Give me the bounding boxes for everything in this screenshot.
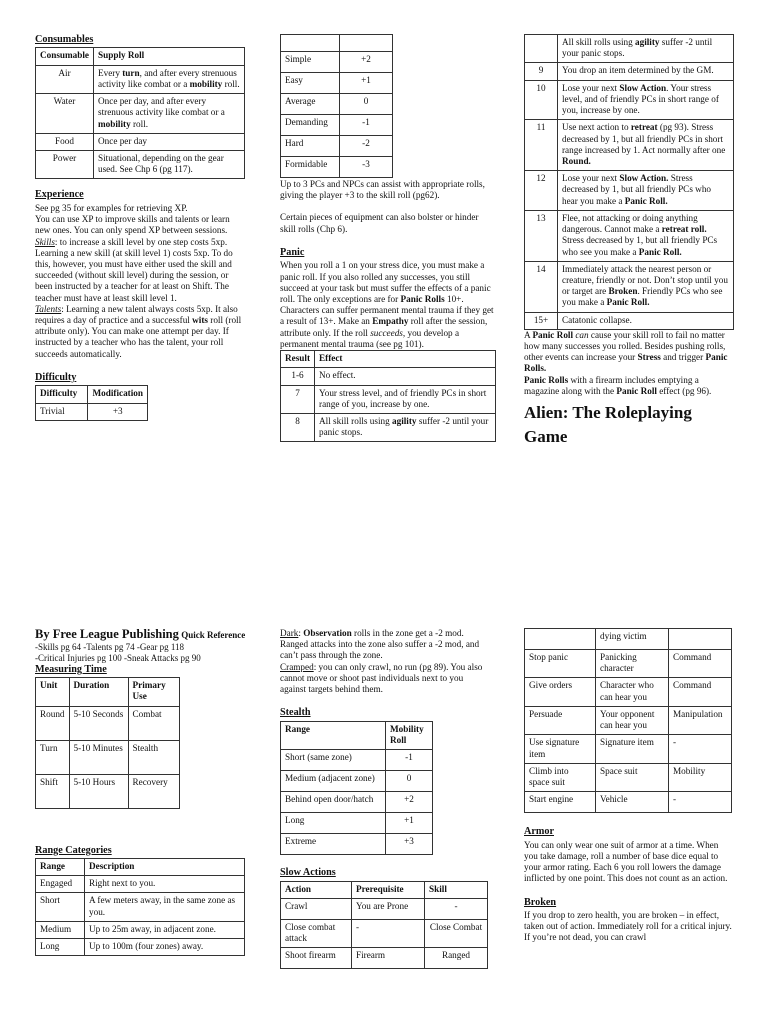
slow-action: Persuade: [525, 706, 596, 734]
slow-skill: Close Combat: [425, 919, 488, 947]
difficulty-name: Formidable: [281, 157, 340, 178]
time-col-use: Primary Use: [128, 678, 179, 706]
panic-effect-continued: All skill rolls using agility suffer -2 until your panic stops.: [558, 35, 734, 63]
stealth-range: Medium (adjacent zone): [281, 771, 386, 792]
difficulty-mod: -1: [340, 115, 393, 136]
panic-effect: All skill rolls using agility suffer -2 until your panic stops.: [315, 413, 496, 441]
table-row: [525, 312, 734, 329]
panic-table-part1: [280, 350, 496, 442]
slow-action: Shoot firearm: [281, 948, 352, 969]
slow-skill: -: [425, 898, 488, 919]
panic-col-result: Result: [281, 351, 315, 368]
blank-cell: [525, 35, 558, 63]
panic-effect: Lose your next Slow Action. Your stress level, and of friendly PCs in short range of you, increase by one.: [558, 80, 734, 120]
armor-text: You can only wear one suit of armor at a time. When you take damage, roll a number of base dice equal to your armor rating. Each 6 you roll lowers the damage inflicted by one point. This does not count as an action.: [524, 839, 728, 884]
consumable-name: Power: [36, 150, 94, 178]
difficulty-name: Easy: [281, 73, 340, 94]
consumable-roll: Every turn, and after every strenuous activity like combat or a mobility roll.: [94, 65, 245, 93]
table-row: [525, 629, 732, 650]
stealth-range: Extreme: [281, 834, 386, 855]
panic-effect: Catatonic collapse.: [558, 312, 734, 329]
time-duration: 5-10 Hours: [69, 774, 128, 808]
slow-action: Crawl: [281, 898, 352, 919]
broken-heading: Broken: [524, 896, 557, 908]
time-unit: Turn: [36, 740, 70, 774]
slow-prereq: Panicking character: [596, 650, 669, 678]
slow-actions-table-part1: [280, 881, 488, 970]
panic-result: 9: [525, 63, 558, 80]
table-row: [281, 919, 488, 947]
consumables-col-roll: Supply Roll: [94, 48, 245, 65]
stealth-range: Behind open door/hatch: [281, 792, 386, 813]
slow-action: Use signature item: [525, 735, 596, 763]
time-use: Recovery: [128, 774, 179, 808]
panic-result: 7: [281, 385, 315, 413]
consumable-name: Food: [36, 133, 94, 150]
difficulty-table-part2: [280, 34, 393, 178]
table-row: [525, 650, 732, 678]
table-row: [525, 678, 732, 706]
table-row: [525, 80, 734, 120]
difficulty-col-name: Difficulty: [36, 386, 88, 403]
time-unit: Shift: [36, 774, 70, 808]
range-categories-heading: Range Categories: [35, 844, 112, 856]
page-ref-line-1: -Skills pg 64 -Talents pg 74 -Gear pg 118: [35, 641, 185, 652]
stealth-heading: Stealth: [280, 707, 311, 719]
table-row: [281, 94, 393, 115]
table-row: [281, 73, 393, 94]
panic-result: 15+: [525, 312, 558, 329]
stealth-range: Long: [281, 813, 386, 834]
time-col-duration: Duration: [69, 678, 128, 706]
stealth-col-range: Range: [281, 721, 386, 749]
slow-skill: Manipulation: [669, 706, 732, 734]
range-description: Right next to you.: [85, 876, 245, 893]
range-col-range: Range: [36, 859, 85, 876]
range-description: Up to 100m (four zones) away.: [85, 939, 245, 956]
stealth-mod: +2: [386, 792, 433, 813]
table-row: [281, 413, 496, 441]
difficulty-name: Simple: [281, 52, 340, 73]
panic-table-part2: [524, 34, 734, 330]
panic-result: 13: [525, 210, 558, 261]
column-bottom-right: [524, 628, 734, 944]
time-col-unit: Unit: [36, 678, 70, 706]
table-row: [36, 740, 180, 774]
panic-heading: Panic: [280, 246, 305, 258]
consumable-roll: Once per day, and after every strenuous activity like combat or a mobility roll.: [94, 94, 245, 134]
range-description: A few meters away, in the same zone as you.: [85, 893, 245, 921]
slow-skill: [669, 629, 732, 650]
panic-effect: Use next action to retreat (pg 93). Stress decreased by 1, but all friendly PCs in short range increased by 1. Act normally after one Round.: [558, 120, 734, 171]
zone-conditions-text: Dark: Observation rolls in the zone get a -2 mod. Ranged attacks into the zone also suffer a -2 mod, and can’t pass through the zone. Cramped: you can only crawl, no run (pg 89). You also cannot move or shoot past individuals next to you against targets behind them.: [280, 628, 483, 695]
slow-prereq: Signature item: [596, 735, 669, 763]
range-name: Short: [36, 893, 85, 921]
difficulty-name: Average: [281, 94, 340, 115]
table-row: [36, 706, 180, 740]
measuring-time-table: [35, 677, 180, 808]
time-use: Stealth: [128, 740, 179, 774]
difficulty-col-mod: Modification: [88, 386, 148, 403]
table-row: [36, 94, 245, 134]
difficulty-mod: +2: [340, 52, 393, 73]
slow-col-action: Action: [281, 881, 352, 898]
panic-col-effect: Effect: [315, 351, 496, 368]
difficulty-mod: +1: [340, 73, 393, 94]
table-row: [281, 813, 433, 834]
slow-action: Start engine: [525, 792, 596, 813]
column-top-middle: [280, 34, 496, 442]
table-row: [281, 750, 433, 771]
range-col-description: Description: [85, 859, 245, 876]
table-row: [281, 792, 433, 813]
slow-prereq: -: [352, 919, 425, 947]
table-row: [36, 150, 245, 178]
table-row: [281, 948, 488, 969]
consumable-roll: Situational, depending on the gear used. See Chp 6 (pg 117).: [94, 150, 245, 178]
table-row: [36, 774, 180, 808]
table-row: [281, 136, 393, 157]
slow-action: Close combat attack: [281, 919, 352, 947]
panic-text: When you roll a 1 on your stress dice, you must make a panic roll. If you also rolled any successes, you still succeed at your task but must suffer the effects of a panic roll. The only exceptions are for Panic Rolls 10+. Characters can suffer permanent mental trauma if they get a result of 13+. Make an Empathy roll after the session, attribute only. If the roll succeeds, you develop a permanent mental trauma (see pg 101).: [280, 260, 494, 349]
difficulty-cell: Trivial: [36, 403, 88, 420]
column-top-right: [524, 34, 734, 449]
consumables-heading: Consumables: [35, 34, 94, 45]
stealth-mod: +3: [386, 834, 433, 855]
difficulty-mod: -2: [340, 136, 393, 157]
difficulty-mod: -3: [340, 157, 393, 178]
range-name: Medium: [36, 921, 85, 938]
slow-skill: -: [669, 792, 732, 813]
experience-text: See pg 35 for examples for retrieving XP. You can use XP to improve skills and talents or learn new ones. You can only spend XP between sessions. Skills: to increase a skill level by one step costs 5xp. Learning a new skill (at skill level 1) costs 5xp. To do this, however, you must have either used the skill and succeeded (without skill level) during the session, or been instructed by a teacher for at least on Shift. The teacher must have at least skill level 1. Talents: Learning a new talent always costs 5xp. It also requires a day of practice and a successful wits roll (roll attribute only). You can make one attempt per day. If instructed by a teacher who has the talent, your roll succeeds automatically.: [35, 202, 242, 359]
panic-result: 10: [525, 80, 558, 120]
column-top-left: [35, 34, 245, 421]
time-unit: Round: [36, 706, 70, 740]
table-row: [36, 133, 245, 150]
table-row: [525, 63, 734, 80]
stealth-table: [280, 721, 433, 855]
difficulty-mod: 0: [340, 94, 393, 115]
slow-action: Stop panic: [525, 650, 596, 678]
slow-skill: Mobility: [669, 763, 732, 791]
range-name: Long: [36, 939, 85, 956]
slow-col-prereq: Prerequisite: [352, 881, 425, 898]
time-use: Combat: [128, 706, 179, 740]
time-duration: 5-10 Minutes: [69, 740, 128, 774]
column-bottom-middle: [280, 628, 490, 969]
table-row: [281, 368, 496, 385]
consumables-table: [35, 47, 245, 179]
slow-actions-table-part2: [524, 628, 732, 813]
slow-skill: Command: [669, 650, 732, 678]
panic-result: 1-6: [281, 368, 315, 385]
panic-result: 12: [525, 171, 558, 211]
slow-col-skill: Skill: [425, 881, 488, 898]
stealth-range: Short (same zone): [281, 750, 386, 771]
slow-prereq: Vehicle: [596, 792, 669, 813]
slow-actions-heading: Slow Actions: [280, 867, 336, 879]
panic-effect: No effect.: [315, 368, 496, 385]
table-row: [281, 157, 393, 178]
panic-effect: Lose your next Slow Action. Stress decreased by 1, but all friendly PCs who hear you make a Panic Roll.: [558, 171, 734, 211]
equipment-text: Certain pieces of equipment can also bolster or hinder skill rolls (Chp 6).: [280, 212, 479, 234]
experience-heading: Experience: [35, 189, 84, 201]
page-ref-line-2: -Critical Injuries pg 100 -Sneak Attacks pg 90: [35, 652, 201, 663]
slow-prereq: Your opponent can hear you: [596, 706, 669, 734]
panic-result: 11: [525, 120, 558, 171]
table-row: [281, 771, 433, 792]
consumable-name: Air: [36, 65, 94, 93]
panic-effect: Your stress level, and of friendly PCs in short range of you, increase by one.: [315, 385, 496, 413]
slow-action: Give orders: [525, 678, 596, 706]
table-row: [36, 939, 245, 956]
stealth-mod: +1: [386, 813, 433, 834]
publisher: By Free League Publishing: [35, 627, 179, 641]
slow-prereq: Firearm: [352, 948, 425, 969]
slow-prereq: Character who can hear you: [596, 678, 669, 706]
difficulty-table-part1: [35, 385, 148, 420]
measuring-time-heading: Measuring Time: [35, 663, 107, 675]
blank-cell: [340, 35, 393, 52]
table-row: [281, 52, 393, 73]
difficulty-name: Demanding: [281, 115, 340, 136]
panic-result: 8: [281, 413, 315, 441]
table-row: [525, 706, 732, 734]
consumable-name: Water: [36, 94, 94, 134]
consumable-roll: Once per day: [94, 133, 245, 150]
difficulty-cell: +3: [88, 403, 148, 420]
table-row: [36, 403, 148, 420]
table-row: [525, 261, 734, 312]
column-bottom-left: [35, 628, 249, 956]
assist-text: Up to 3 PCs and NPCs can assist with appropriate rolls, giving the player +3 to the skill roll (pg62).: [280, 179, 485, 201]
stealth-mod: 0: [386, 771, 433, 792]
game-title: Alien: The Roleplaying Game: [524, 403, 692, 446]
slow-skill: Command: [669, 678, 732, 706]
table-row: [281, 898, 488, 919]
range-description: Up to 25m away, in adjacent zone.: [85, 921, 245, 938]
difficulty-heading: Difficulty: [35, 371, 77, 383]
panic-effect: Flee, not attacking or doing anything dangerous. Cannot make a retreat roll. Stress decreased by 1, but all friendly PCs who see you make a Panic Roll.: [558, 210, 734, 261]
table-row: [36, 65, 245, 93]
panic-result: 14: [525, 261, 558, 312]
table-row: [525, 735, 732, 763]
table-row: [525, 763, 732, 791]
table-row: [36, 893, 245, 921]
slow-skill: -: [669, 735, 732, 763]
broken-text: If you drop to zero health, you are broken – in effect, taken out of action. Immediately roll for a critical injury. If you’re not dead, you can crawl: [524, 909, 732, 943]
time-duration: 5-10 Seconds: [69, 706, 128, 740]
table-row: [281, 834, 433, 855]
consumables-col-item: Consumable: [36, 48, 94, 65]
stealth-col-mobility: Mobility Roll: [386, 721, 433, 749]
slow-action: [525, 629, 596, 650]
table-row: [281, 385, 496, 413]
slow-prereq: You are Prone: [352, 898, 425, 919]
table-row: [36, 921, 245, 938]
table-row: [525, 792, 732, 813]
table-row: [525, 210, 734, 261]
armor-heading: Armor: [524, 826, 554, 838]
range-categories-table: [35, 858, 245, 956]
panic-effect: Immediately attack the nearest person or creature, friendly or not. Don’t stop until you or target are Broken. Friendly PCs who see you make a Panic Roll.: [558, 261, 734, 312]
table-row: [281, 115, 393, 136]
slow-skill: Ranged: [425, 948, 488, 969]
slow-prereq: Space suit: [596, 763, 669, 791]
blank-cell: [281, 35, 340, 52]
table-row: [525, 120, 734, 171]
slow-prereq: dying victim: [596, 629, 669, 650]
panic-after-text: A Panic Roll can cause your skill roll to fail no matter how many successes you rolled. Besides pushing rolls, other events can increase your Stress and trigger Panic Rolls. Panic Rolls with a firearm includes emptying a magazine along with the Panic Roll effect (pg 96).: [524, 329, 728, 396]
range-name: Engaged: [36, 876, 85, 893]
stealth-mod: -1: [386, 750, 433, 771]
difficulty-name: Hard: [281, 136, 340, 157]
quick-reference-label: Quick Reference: [181, 630, 246, 640]
table-row: [525, 171, 734, 211]
table-row: [36, 876, 245, 893]
panic-effect: You drop an item determined by the GM.: [558, 63, 734, 80]
slow-action: Climb into space suit: [525, 763, 596, 791]
